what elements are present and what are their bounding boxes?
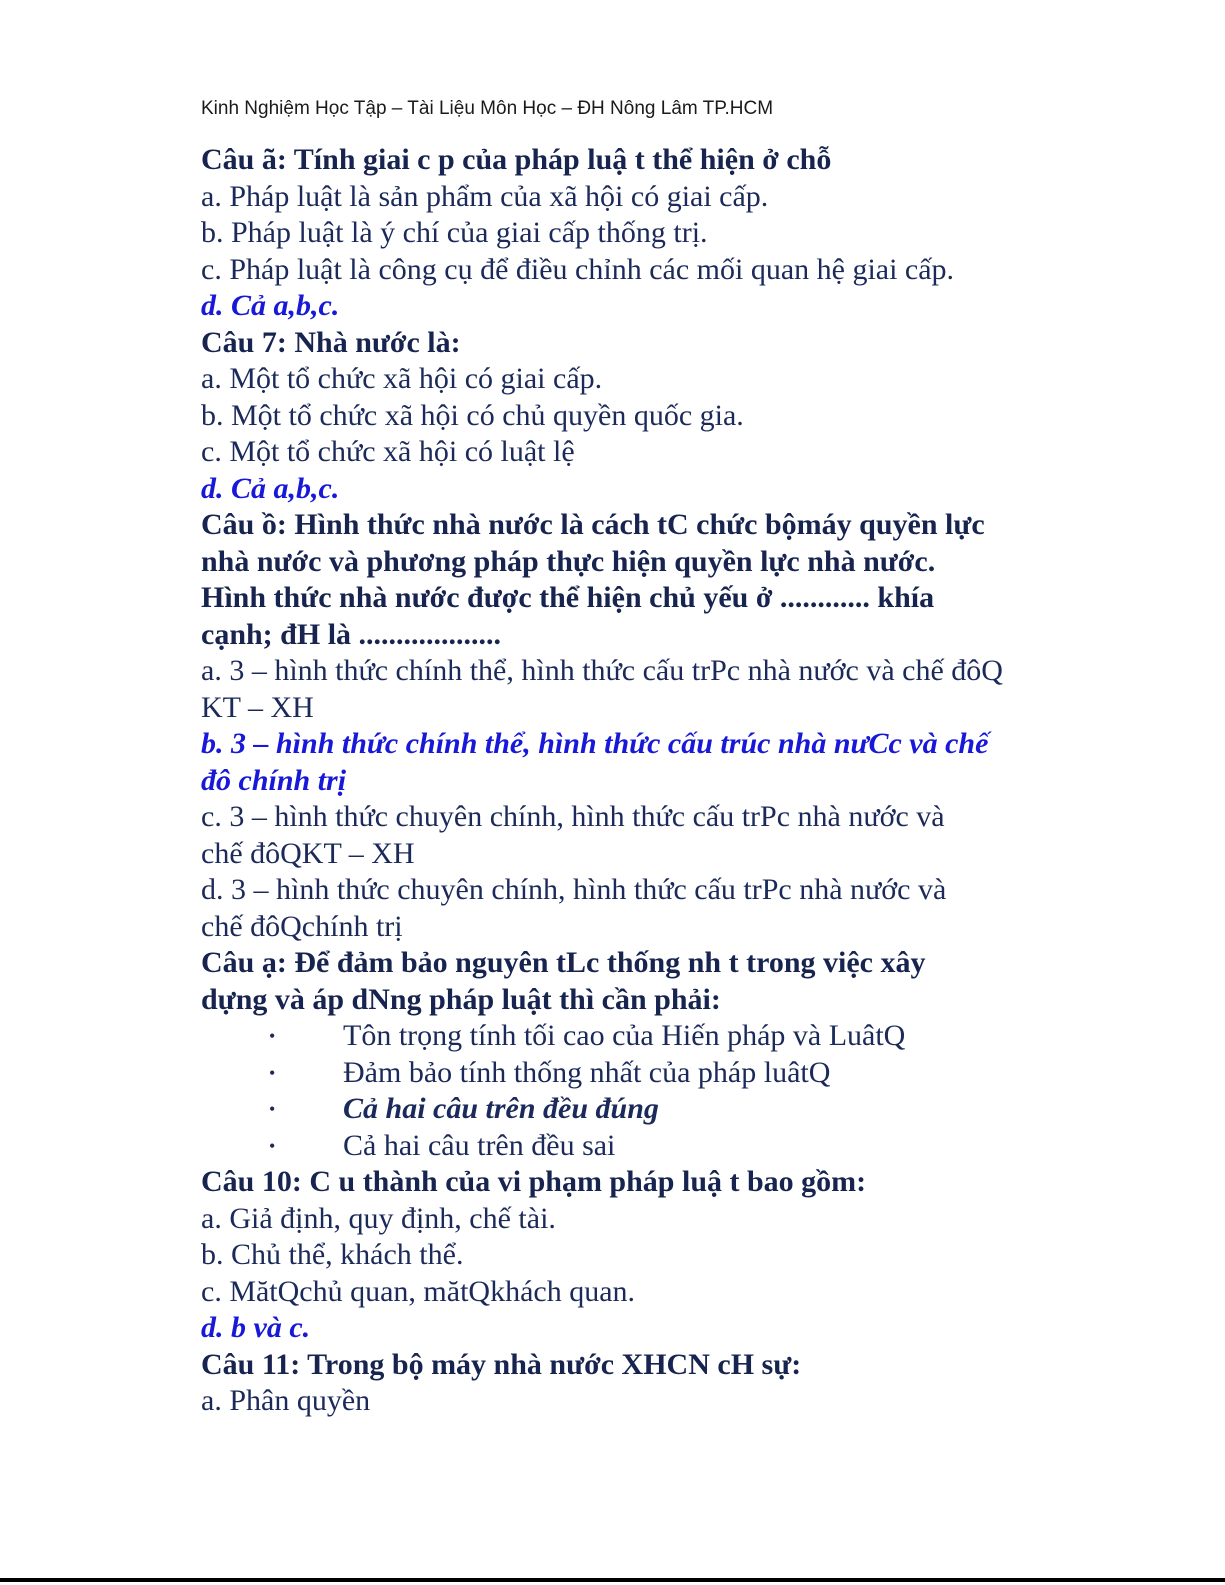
question-8-option-c-line-2: chế đôQKT – XH: [201, 836, 415, 870]
bullet-icon: •: [269, 1135, 276, 1156]
question-10-option-c: c. MătQchủ quan, mătQkhách quan.: [201, 1274, 636, 1308]
question-7-title: Câu 7: Nhà nước là:: [201, 325, 461, 359]
question-9-option-1-text: Tôn trọng tính tối cao của Hiến pháp và LuâtQ: [343, 1019, 906, 1052]
question-6-option-a: a. Pháp luật là sản phẩm của xã hội có giai cấp.: [201, 179, 769, 213]
bullet-icon: •: [269, 1026, 276, 1046]
question-8-option-d-line-1: d. 3 – hình thức chuyên chính, hình thức cấu trPc nhà nước và: [201, 873, 947, 906]
question-9-option-4-text: Cả hai câu trên đều sai: [343, 1128, 616, 1162]
question-10-option-b: b. Chủ thể, khách thể.: [201, 1238, 464, 1271]
question-8-answer-b-line-1: b. 3 – hình thức chính thể, hình thức cấu trúc nhà nưCc và chế: [201, 727, 989, 760]
question-9-option-1: [201, 1018, 1071, 1055]
question-8-title-line-3: Hình thức nhà nước được thể hiện chủ yếu ở ............ khía: [201, 581, 935, 614]
question-10-title: Câu 10: C u thành của vi phạm pháp luậ t bao gồm:: [201, 1165, 867, 1198]
question-7-option-a: a. Một tổ chức xã hội có giai cấp.: [201, 362, 603, 395]
question-7-option-c: c. Một tổ chức xã hội có luật lệ: [201, 435, 575, 468]
bullet-icon: •: [269, 1062, 276, 1083]
question-8-title-line-4: cạnh; đH là ...................: [201, 617, 502, 651]
question-9-option-3-text: Cả hai câu trên đều đúng: [343, 1092, 659, 1125]
question-8-option-c-line-1: c. 3 – hình thức chuyên chính, hình thức cấu trPc nhà nước và: [201, 800, 945, 833]
question-8-title-line-2: nhà nước và phương pháp thực hiện quyền lực nhà nước.: [201, 544, 936, 578]
question-6-option-c: c. Pháp luật là công cụ để điều chỉnh các mối quan hệ giai cấp.: [201, 252, 955, 286]
question-10-option-a: a. Giả định, quy định, chế tài.: [201, 1201, 556, 1235]
question-8-option-a-line-1: a. 3 – hình thức chính thể, hình thức cấu trPc nhà nước và chế đôQ: [201, 654, 1003, 687]
question-9-option-2: [201, 1055, 1071, 1092]
document-body: [201, 142, 1071, 1420]
question-11-title: Câu 11: Trong bộ máy nhà nước XHCN cH sự:: [201, 1347, 802, 1381]
question-8-title-line-1: Câu ồ: Hình thức nhà nước là cách tC chức bộmáy quyền lực: [201, 508, 985, 541]
question-7-answer-d: d. Cả a,b,c.: [201, 471, 340, 505]
question-8-answer-b-line-2: đô chính trị: [201, 763, 347, 797]
question-9-title-line-2: dựng và áp dNng pháp luật thì cần phải:: [201, 982, 721, 1016]
question-10-answer-d: d. b và c.: [201, 1311, 311, 1344]
question-11-option-a: a. Phân quyền: [201, 1384, 371, 1417]
bullet-icon: •: [269, 1099, 276, 1119]
question-9-option-4: [201, 1128, 1071, 1165]
question-9-option-2-text: Đảm bảo tính thống nhất của pháp luâtQ: [343, 1055, 831, 1089]
question-6-title: Câu ã: Tính giai c p của pháp luậ t thể hiện ở chỗ: [201, 143, 832, 176]
question-8-option-a-line-2: KT – XH: [201, 690, 314, 724]
question-8-option-d-line-2: chế đôQchính trị: [201, 909, 403, 943]
page-header: Kinh Nghiệm Học Tập – Tài Liệu Môn Học – ĐH Nông Lâm TP.HCM: [201, 98, 774, 119]
question-9-title-line-1: Câu ạ: Để đảm bảo nguyên tLc thống nh t trong việc xây: [201, 946, 926, 979]
question-7-option-b: b. Một tổ chức xã hội có chủ quyền quốc gia.: [201, 398, 744, 432]
question-6-option-b: b. Pháp luật là ý chí của giai cấp thống trị.: [201, 216, 708, 249]
question-9-answer-option-3: [201, 1091, 1071, 1128]
page-bottom-rule: [0, 1578, 1225, 1582]
question-6-answer-d: d. Cả a,b,c.: [201, 289, 340, 322]
